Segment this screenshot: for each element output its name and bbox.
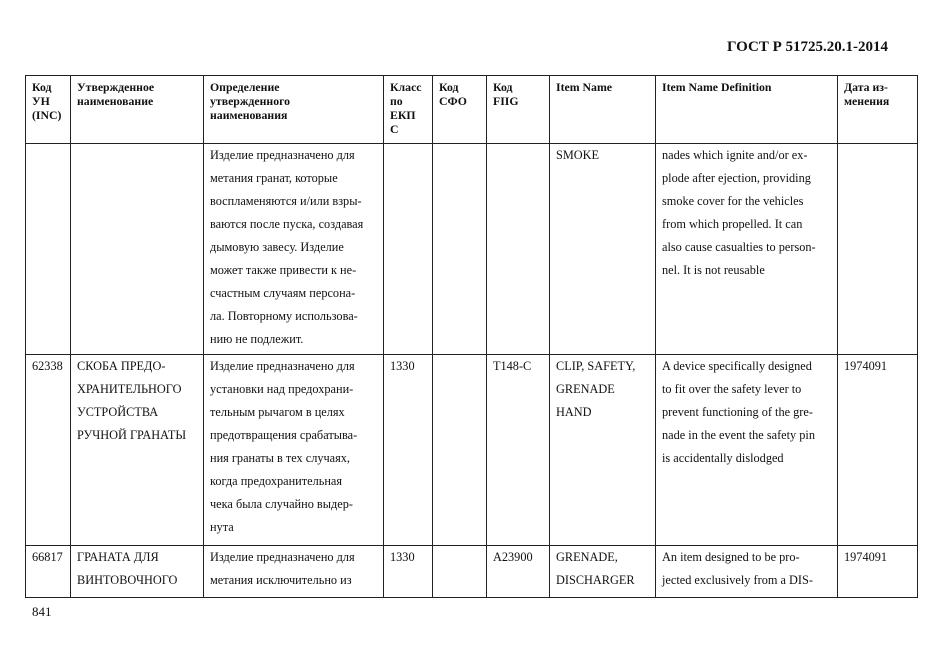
cell-change-date: 1974091 (838, 546, 918, 598)
table-row (26, 355, 918, 546)
cell-item-name: GRENADE, DISCHARGER (550, 546, 656, 598)
cell-approved-name: СКОБА ПРЕДО- ХРАНИТЕЛЬНОГО УСТРОЙСТВА РУЧНОЙ ГРАНАТЫ (71, 355, 204, 546)
col-header-approved-name: Утвержденное наименование (71, 76, 204, 144)
document-code: ГОСТ Р 51725.20.1-2014 (726, 39, 888, 55)
table-header-row (26, 76, 918, 144)
cell-change-date (838, 144, 918, 355)
cell-item-name: SMOKE (550, 144, 656, 355)
cell-definition: Изделие предназначено для метания исключительно из (204, 546, 384, 598)
cell-approved-name (71, 144, 204, 355)
cell-item-definition: nades which ignite and/or ex- plode after ejection, providing smoke cover for the vehicles from which propelled. It can also cause casualties to person- nel. It is not reusable (656, 144, 838, 355)
cell-class: 1330 (384, 355, 433, 546)
cell-sfo (433, 144, 487, 355)
cell-fiig (487, 144, 550, 355)
cell-definition: Изделие предназначено для установки над предохрани- тельным рычагом в целях предотвращения срабатыва- ния гранаты в тех случаях, когда предохранительная чека была случайно выдер- нута (204, 355, 384, 546)
cell-sfo (433, 546, 487, 598)
cell-item-definition: A device specifically designed to fit over the safety lever to prevent functioning of the gre- nade in the event the safety pin is accidentally dislodged (656, 355, 838, 546)
cell-inc: 62338 (26, 355, 71, 546)
cell-fiig: T148-C (487, 355, 550, 546)
col-header-inc: Код УН (INC) (26, 76, 71, 144)
cell-fiig: A23900 (487, 546, 550, 598)
nomenclature-table (25, 75, 918, 598)
col-header-definition: Определение утвержденного наименования (204, 76, 384, 144)
cell-item-definition: An item designed to be pro- jected exclusively from a DIS- (656, 546, 838, 598)
cell-definition: Изделие предназначено для метания гранат, которые воспламеняются и/или взры- ваются после пуска, создавая дымовую завесу. Изделие может также привести к не- счастным случаям персона- ла. Повторному использова- нию не подлежит. (204, 144, 384, 355)
col-header-sfo: Код СФО (433, 76, 487, 144)
col-header-fiig: Код FIIG (487, 76, 550, 144)
cell-class: 1330 (384, 546, 433, 598)
cell-approved-name: ГРАНАТА ДЛЯ ВИНТОВОЧНОГО (71, 546, 204, 598)
table-row (26, 144, 918, 355)
page-number: 841 (32, 604, 52, 619)
cell-change-date: 1974091 (838, 355, 918, 546)
cell-sfo (433, 355, 487, 546)
col-header-change-date: Дата из- менения (838, 76, 918, 144)
col-header-item-name: Item Name (550, 76, 656, 144)
cell-inc (26, 144, 71, 355)
cell-class (384, 144, 433, 355)
col-header-class: Класс по ЕКП С (384, 76, 433, 144)
cell-inc: 66817 (26, 546, 71, 598)
col-header-item-definition: Item Name Definition (656, 76, 838, 144)
cell-item-name: CLIP, SAFETY, GRENADE HAND (550, 355, 656, 546)
table-row (26, 546, 918, 598)
